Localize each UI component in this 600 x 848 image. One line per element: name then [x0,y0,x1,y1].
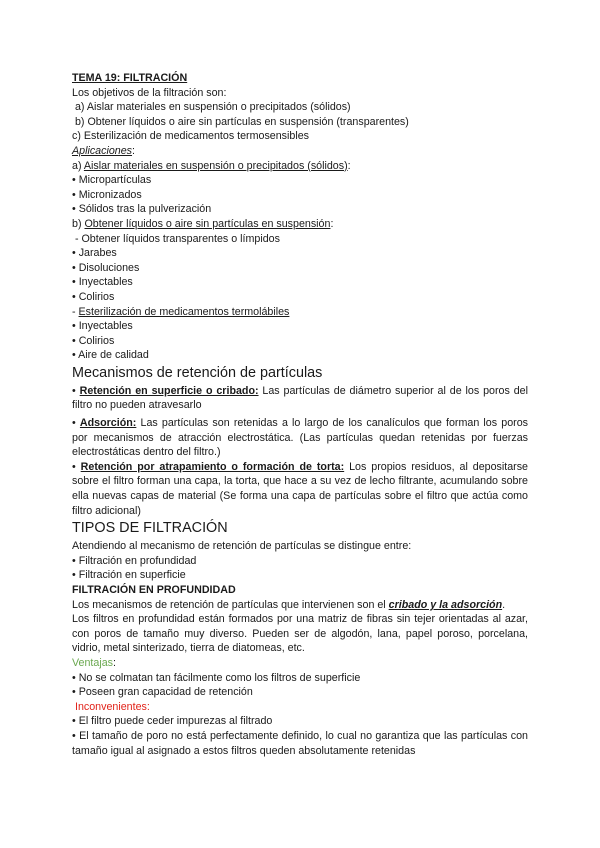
application-c-prefix: - [72,305,79,318]
types-heading: TIPOS DE FILTRACIÓN [72,520,228,537]
page-title: TEMA 19: FILTRACIÓN [72,72,188,84]
list-item: • Disoluciones [72,261,140,274]
mechanism-cribado [72,384,528,413]
application-b-suffix: : [330,217,334,230]
application-b-sub: - Obtener líquidos transparentes o límpidos [72,232,280,245]
mechanism-term: Retención por atrapamiento o formación de torta: [80,460,345,473]
list-item: • Sólidos tras la pulverización [72,203,212,216]
list-item: • Filtración en profundidad [72,554,197,567]
depth-p1-start: Los mecanismos de retención de partículas que intervienen son el [72,598,389,611]
list-item: • El filtro puede ceder impurezas al filtrado [72,715,273,728]
objectives-intro: Los objetivos de la filtración son: [72,86,227,99]
advantages-suffix: : [113,656,116,669]
list-item: • Micropartículas [72,174,152,187]
mechanism-torta [72,460,528,518]
list-item: • Micronizados [72,188,142,201]
list-item: • Aire de calidad [72,349,149,362]
application-b [72,217,528,232]
depth-paragraph-1 [72,598,528,613]
application-c-text: Esterilización de medicamentos termolábiles [78,305,290,318]
depth-paragraph-2: Los filtros en profundidad están formados por una matriz de fibras sin tejer orientadas al azar, con poros de tamaño muy diverso. Pueden ser de algodón, lana, papel poroso, porcelana, vidrio, metal sinterizado, tierra de diatomeas, etc. [72,613,528,655]
bullet: • [72,417,80,430]
application-a-suffix: : [347,159,351,172]
mechanism-term: Retención en superficie o cribado: [79,384,259,397]
mechanisms-heading: Mecanismos de retención de partículas [72,364,323,381]
objective-c: c) Esterilización de medicamentos termosensibles [72,130,310,143]
mechanism-adsorcion [72,416,528,460]
mechanism-term: Adsorción: [79,417,137,430]
applications-label: Aplicaciones [72,144,133,157]
application-b-text: Obtener líquidos o aire sin partículas en suspensión [84,217,331,230]
document-body [72,71,528,758]
list-item: • Colirios [72,290,115,303]
disadvantages-label-line [72,700,528,715]
depth-p1-emphasis: cribado y la adsorción [388,598,503,611]
list-item: • Poseen gran capacidad de retención [72,686,253,699]
application-b-prefix: b) [72,217,85,230]
advantages-label-line [72,656,528,671]
list-item: • Inyectables [72,320,133,333]
applications-label-suffix: : [132,144,135,157]
depth-p1-end: . [502,598,506,611]
mechanism-text: Las partículas de diámetro superior al de los poros del filtro no pueden atravesarlo [72,384,528,412]
depth-heading: FILTRACIÓN EN PROFUNDIDAD [72,584,236,596]
application-a-text: Aislar materiales en suspensión o precipitados (sólidos) [83,159,348,172]
advantages-label: Ventajas [72,656,114,669]
list-item: • Jarabes [72,247,117,260]
list-item: • Filtración en superficie [72,569,186,582]
application-a-prefix: a) [72,159,84,172]
objective-b: b) Obtener líquidos o aire sin partículas en suspensión (transparentes) [72,115,409,128]
bullet: • [72,384,80,397]
application-a [72,159,528,174]
list-item: • El tamaño de poro no está perfectamente definido, lo cual no garantiza que las partículas con tamaño igual al asignado a estos filtros queden absolutamente retenidas [72,729,528,757]
list-item: • Colirios [72,334,115,347]
disadvantages-suffix: : [146,700,150,713]
mechanism-text: Los propios residuos, al depositarse sobre el filtro forman una capa, la torta, que hace a su vez de lecho filtrante, acumulando sobre ella nuevas capas de material (Se forma una capa de partículas sobre el filtro que actúa como filtro adicional) [72,460,528,517]
applications-label-line [72,144,528,159]
application-c [72,305,528,320]
disadvantages-label: Inconvenientes [72,700,147,713]
list-item: • Inyectables [72,276,133,289]
bullet: • [72,460,81,473]
mechanism-text: Las partículas son retenidas a lo largo de los canalículos que forman los poros por mecanismos de atracción electrostática. (Las partículas quedan retenidas por fuerzas electrostáticas dentro del filtro.) [72,417,529,459]
objective-a: a) Aislar materiales en suspensión o precipitados (sólidos) [72,101,351,114]
types-intro: Atendiendo al mecanismo de retención de partículas se distingue entre: [72,540,412,553]
list-item: • No se colmatan tan fácilmente como los filtros de superficie [72,671,361,684]
